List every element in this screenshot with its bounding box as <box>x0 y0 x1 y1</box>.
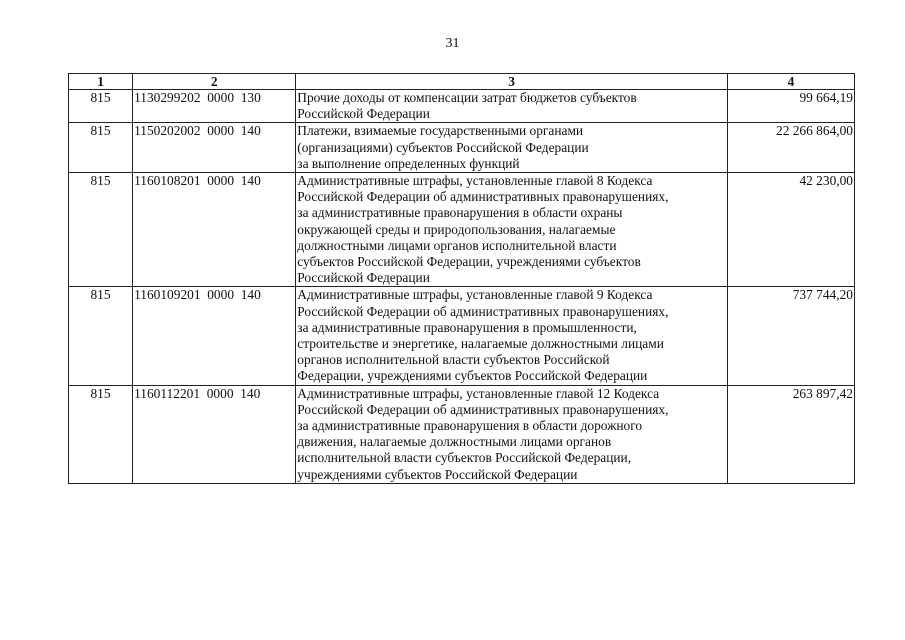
amount-cell: 99 664,19 <box>727 90 854 123</box>
revenue-name-line: Российской Федерации <box>297 106 430 122</box>
revenue-name-line: окружающей среды и природопользования, налагаемые <box>297 221 616 237</box>
revenue-name-line: учреждениями субъектов Российской Федерации <box>297 466 578 482</box>
admin-code-cell: 815 <box>69 90 133 123</box>
revenue-name-line: Российской Федерации <box>297 270 430 286</box>
revenue-name-cell <box>296 173 728 287</box>
header-col-3: 3 <box>296 74 728 90</box>
admin-code-cell: 815 <box>69 385 133 483</box>
revenue-name-line: субъектов Российской Федерации, учреждениями субъектов <box>297 254 641 270</box>
revenue-name-cell <box>296 90 728 123</box>
header-col-4: 4 <box>727 74 854 90</box>
revenue-name-line: Федерации, учреждениями субъектов Российской Федерации <box>297 368 648 384</box>
header-col-2: 2 <box>133 74 296 90</box>
revenue-name-line: исполнительной власти субъектов Российской Федерации, <box>297 450 632 466</box>
revenue-code-cell: 1160108201 0000 140 <box>133 173 296 287</box>
table-row <box>69 385 855 483</box>
revenue-code-cell: 1130299202 0000 130 <box>133 90 296 123</box>
admin-code-cell: 815 <box>69 287 133 385</box>
revenue-name-line: движения, налагаемые должностными лицами органов <box>297 434 612 450</box>
revenue-name-cell <box>296 123 728 173</box>
revenue-name-line: Административные штрафы, установленные главой 12 Кодекса <box>297 385 660 401</box>
admin-code-cell: 815 <box>69 123 133 173</box>
revenue-name-line: за административные правонарушения в промышленности, <box>297 319 637 335</box>
table-body <box>69 90 855 484</box>
revenue-name-line: Российской Федерации об административных правонарушениях, <box>297 189 669 205</box>
revenue-name-line: строительстве и энергетике, налагаемые должностными лицами <box>297 336 664 352</box>
revenue-name-line: Административные штрафы, установленные главой 8 Кодекса <box>297 173 653 189</box>
revenue-name-cell <box>296 287 728 385</box>
revenue-name-line: Административные штрафы, установленные главой 9 Кодекса <box>297 287 653 303</box>
revenue-name-line: за выполнение определенных функций <box>297 155 520 171</box>
amount-cell: 737 744,20 <box>727 287 854 385</box>
amount-cell: 42 230,00 <box>727 173 854 287</box>
table-row <box>69 90 855 123</box>
revenue-name-line: (организациями) субъектов Российской Федерации <box>297 139 589 155</box>
revenue-name-line: должностными лицами органов исполнительной власти <box>297 237 617 253</box>
revenue-name-line: за административные правонарушения в области охраны <box>297 205 623 221</box>
revenue-name-line: Прочие доходы от компенсации затрат бюджетов субъектов <box>297 90 637 105</box>
amount-cell: 263 897,42 <box>727 385 854 483</box>
revenue-name-line: органов исполнительной власти субъектов Российской <box>297 352 610 368</box>
table-row <box>69 173 855 287</box>
table-row <box>69 287 855 385</box>
revenue-code-cell: 1160109201 0000 140 <box>133 287 296 385</box>
table-row <box>69 123 855 173</box>
amount-cell: 22 266 864,00 <box>727 123 854 173</box>
revenue-code-cell: 1150202002 0000 140 <box>133 123 296 173</box>
header-col-1: 1 <box>69 74 133 90</box>
admin-code-cell: 815 <box>69 173 133 287</box>
revenue-name-line: Российской Федерации об административных правонарушениях, <box>297 401 669 417</box>
revenue-table <box>68 73 855 484</box>
page-number: 31 <box>445 36 460 51</box>
revenue-name-line: Российской Федерации об административных правонарушениях, <box>297 303 669 319</box>
table-header-row <box>69 74 855 90</box>
revenue-code-cell: 1160112201 0000 140 <box>133 385 296 483</box>
revenue-name-line: за административные правонарушения в области дорожного <box>297 418 643 434</box>
revenue-name-line: Платежи, взимаемые государственными органами <box>297 123 584 139</box>
revenue-name-cell <box>296 385 728 483</box>
